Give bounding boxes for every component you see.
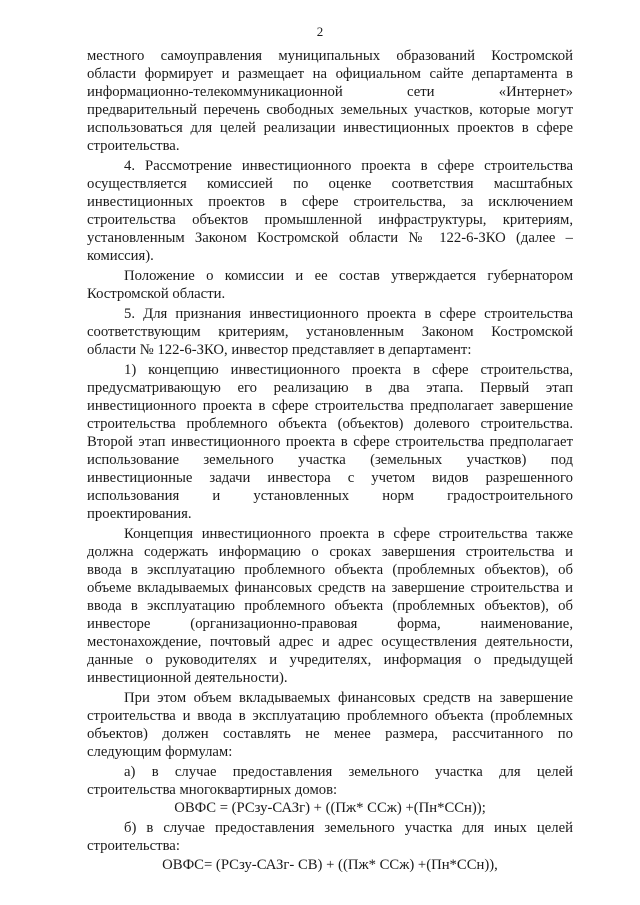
text-line: ввода в эксплуатацию проблемного объекта (проблемных объектов), об (87, 598, 573, 614)
text-line: При этом объем вкладываемых финансовых средств на завершение (124, 690, 573, 706)
text-line: а) в случае предоставления земельного участка для целей (124, 764, 573, 780)
text-line: проектирования. (87, 506, 192, 522)
text-line: инвестиционного проекта в сфере строительства предполагает завершение (87, 398, 573, 414)
text-line: 1) концепцию инвестиционного проекта в сфере строительства, (124, 362, 573, 378)
text-line: области формирует и размещает на официальном сайте департамента в (87, 66, 573, 82)
text-line: предварительный перечень свободных земельных участков, которые могут (87, 102, 573, 118)
page-number: 2 (316, 24, 324, 39)
text-line: инвесторе (организационно-правовая форма, наименование, (87, 616, 573, 632)
text-line: соответствующим критериям, установленным Законом Костромской (87, 324, 573, 340)
text-line: ввода в эксплуатацию проблемного объекта (проблемных объектов), об (87, 562, 573, 578)
text-line: местного самоуправления муниципальных образований Костромской (87, 48, 573, 64)
text-line: ОВФС = (РСзу-САЗг) + ((Пж* ССж) +(Пн*ССн)); (174, 800, 486, 816)
text-line: инвестиционной деятельности). (87, 670, 288, 686)
text-line: строительства и ввода в эксплуатацию проблемного объекта (проблемных (87, 708, 573, 724)
text-line: строительства многоквартирных домов: (87, 782, 338, 798)
text-line: данные о руководителях и учредителях, информация о предыдущей (87, 652, 573, 668)
text-line: 4. Рассмотрение инвестиционного проекта в сфере строительства (124, 158, 573, 174)
text-line: использование земельного участка (земельных участков) под (87, 452, 573, 468)
text-line: б) в случае предоставления земельного участка для иных целей (124, 820, 573, 836)
text-line: объеме вкладываемых финансовых средств на завершение строительства и (87, 580, 573, 596)
text-line: использоваться для целей реализации инвестиционных проектов в сфере (87, 120, 573, 136)
text-line: осуществляется комиссией по оценке соответствия масштабных (87, 176, 573, 192)
text-line: Положение о комиссии и ее состав утверждается губернатором (124, 268, 573, 284)
text-line: строительства проблемного объекта (объектов) долевого строительства. (87, 416, 573, 432)
text-line: информационно-телекоммуникационной сети «Интернет» (87, 84, 573, 100)
text-line: Костромской области. (87, 286, 226, 302)
text-line: объектов) должен составлять не менее размера, рассчитанного по (87, 726, 573, 742)
text-line: комиссия). (87, 248, 154, 264)
text-line: 5. Для признания инвестиционного проекта в сфере строительства (124, 306, 573, 322)
text-line: Концепция инвестиционного проекта в сфере строительства также (124, 526, 573, 542)
text-line: строительства: (87, 838, 180, 854)
text-line: строительства. (87, 138, 180, 154)
text-line: строительства объектов промышленной инфраструктуры, критериям, (87, 212, 573, 228)
text-line: инвестиционных проектов в сфере строительства, за исключением (87, 194, 573, 210)
text-line: Второй этап инвестиционного проекта в сфере строительства предполагает (87, 434, 573, 450)
text-line: инвестиционные задачи инвестора с учетом видов разрешенного (87, 470, 573, 486)
text-line: области № 122-6-ЗКО, инвестор представляет в департамент: (87, 342, 472, 358)
text-line: следующим формулам: (87, 744, 233, 760)
text-line: местонахождение, почтовый адрес и адрес осуществления деятельности, (87, 634, 573, 650)
text-line: должна содержать информацию о сроках завершения строительства и (87, 544, 573, 560)
text-line: использования и установленных норм градостроительного (87, 488, 573, 504)
text-line: ОВФС= (РСзу-САЗг- СВ) + ((Пж* ССж) +(Пн*ССн)), (162, 857, 498, 873)
text-line: установленным Законом Костромской области № 122-6-ЗКО (далее – (87, 230, 573, 246)
text-line: предусматривающую его реализацию в два этапа. Первый этап (87, 380, 573, 396)
